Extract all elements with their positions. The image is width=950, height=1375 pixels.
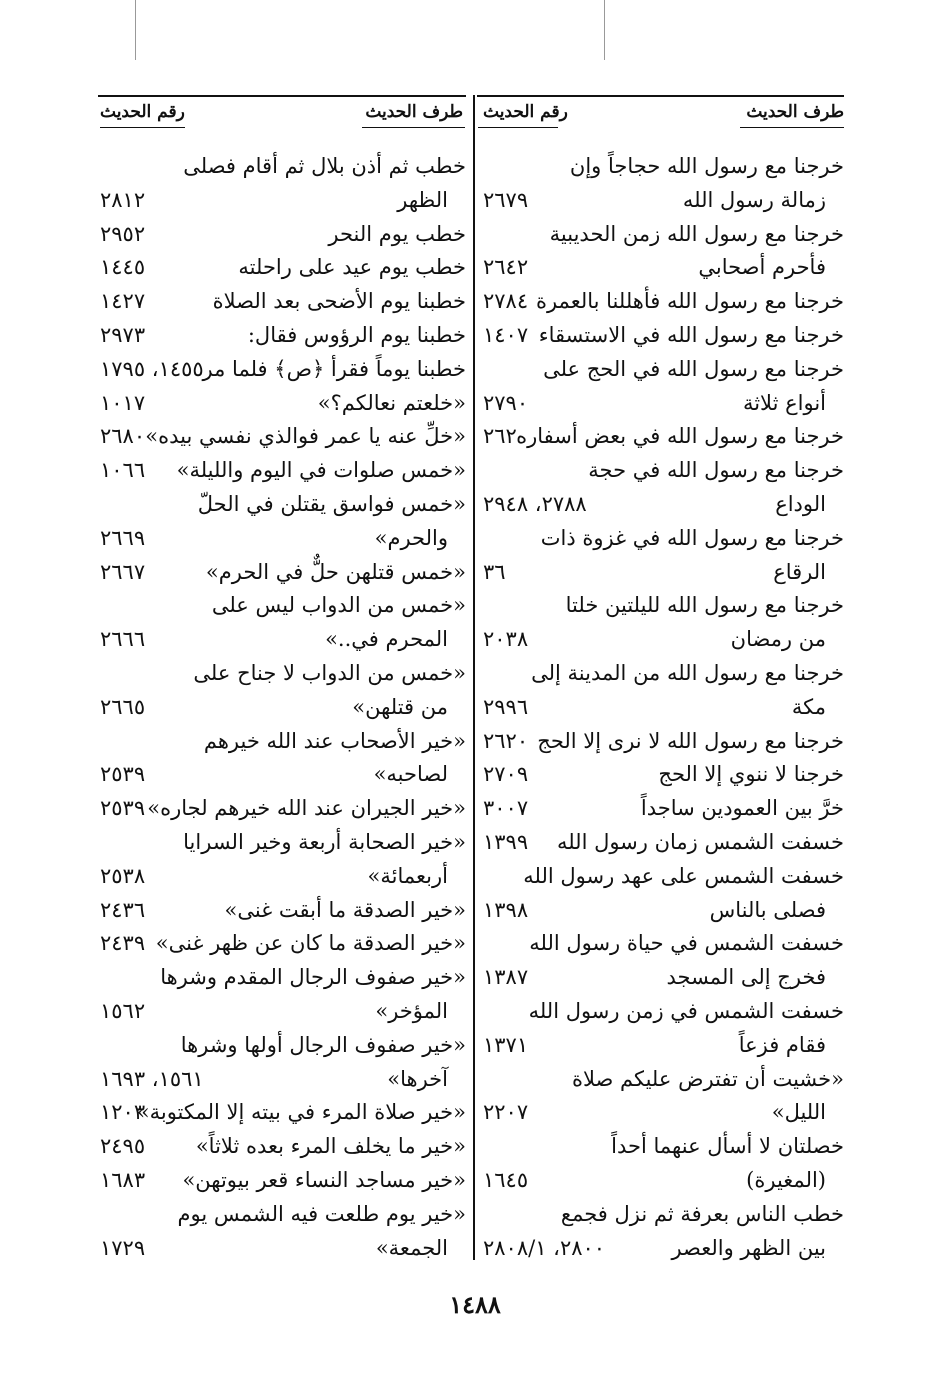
entry-text: خرجنا مع رسول الله من المدينة إلى [531, 661, 844, 685]
entry-text: «خلعتم نعالكم؟» [317, 390, 466, 415]
entry-text: بين الظهر والعصر [671, 1235, 826, 1260]
entry-text: خطب الناس بعرفة ثم نزل فجمع [560, 1201, 844, 1226]
entry-number: ٢٧٨٨، ٢٩٤٨ [483, 492, 587, 516]
entry-text: خرجنا مع رسول الله في غزوة ذات [540, 525, 844, 550]
index-entry [100, 589, 466, 622]
entry-text: من رمضان [730, 627, 826, 652]
index-entry [100, 1096, 466, 1129]
index-entry [483, 894, 844, 927]
index-entry [100, 961, 466, 994]
index-entry [100, 623, 466, 656]
entry-number: ١٣٩٩ [483, 830, 529, 854]
index-entry [483, 251, 844, 284]
entry-text: «خير الأصحاب عند الله خيرهم [203, 728, 466, 753]
entry-text: الوداع [775, 492, 826, 516]
entry-number: ٢٦٨٠ [100, 424, 146, 449]
entry-text: المؤخر» [375, 999, 448, 1023]
index-entry [100, 319, 466, 352]
index-entry [100, 995, 466, 1028]
index-entry [100, 1029, 466, 1062]
index-entry [100, 218, 466, 251]
index-entry [100, 1232, 466, 1265]
entry-text: خرجنا مع رسول الله لا نرى إلا الحج [537, 728, 844, 753]
index-entry [483, 353, 844, 386]
entry-number: ٢٨٠٠، ٢٨٠٨/١ [483, 1235, 606, 1260]
entry-number: ٢٤٣٩ [100, 931, 146, 956]
index-entry [483, 387, 844, 420]
entry-number: ٢٦٦٧ [100, 559, 146, 584]
entry-text: «خمس من الدواب ليس على [211, 593, 466, 618]
entry-number: ١٤٢٧ [100, 289, 146, 314]
entry-text: خرجنا مع رسول الله فأهللنا بالعمرة [535, 289, 844, 314]
entry-number: ٢٦٧٩ [483, 187, 529, 212]
entry-text: «خير صفوف الرجال أولها وشرها [180, 1032, 466, 1057]
header-underline-right-text [740, 127, 844, 128]
entry-text: «خير صلاة المرء في بيته إلا المكتوبة» [136, 1100, 466, 1125]
index-entry [483, 725, 844, 758]
header-underline-right [478, 127, 558, 128]
entry-number: ٣٠٠٧ [483, 796, 529, 821]
index-entry [100, 1198, 466, 1231]
entry-number: ٢٥٣٨ [100, 863, 146, 888]
entry-number: ١٥٦٢ [100, 999, 146, 1023]
index-entry [100, 420, 466, 453]
entry-number: ١٣٨٧ [483, 965, 529, 990]
index-entry [100, 927, 466, 960]
index-entry [483, 1130, 844, 1163]
entry-number: ١٤٥٥، ١٧٩٥ [100, 356, 204, 381]
index-entry [483, 150, 844, 183]
scan-margin-mark [135, 0, 136, 60]
index-entry [483, 961, 844, 994]
index-entry [483, 860, 844, 893]
index-entry [483, 995, 844, 1028]
index-entry [483, 1198, 844, 1231]
entry-text: خرجنا مع رسول الله في الاستسقاء [538, 323, 844, 347]
index-entry [483, 826, 844, 859]
index-entry [483, 184, 844, 217]
index-entry [483, 1232, 844, 1265]
entry-text: مكة [791, 694, 826, 719]
entry-text: خسفت الشمس زمان رسول الله [556, 830, 844, 854]
index-entry [100, 1063, 466, 1096]
index-entry [483, 522, 844, 555]
entry-text: الجمعة» [375, 1235, 448, 1260]
index-entry [100, 1130, 466, 1163]
entry-number: ٢٦٦٩ [100, 525, 146, 550]
header-underline-left-text [362, 127, 465, 128]
entry-number: ١٧٢٩ [100, 1235, 146, 1260]
entry-text: «خير يوم طلعت فيه الشمس يوم [177, 1201, 466, 1226]
entry-number: ١٢٠٣ [100, 1100, 146, 1125]
index-entry [483, 420, 844, 453]
index-entry [483, 927, 844, 960]
scan-margin-mark [604, 0, 605, 60]
entry-number: ٢٩٩٦ [483, 694, 529, 719]
entry-number: ٢٦٦٦ [100, 627, 146, 652]
entry-text: المحرم في..» [325, 627, 448, 652]
entry-text: خسفت الشمس في حياة رسول الله [529, 931, 844, 956]
index-entry [100, 556, 466, 589]
entry-text: «خير الصحابة أربعة وخير السرايا [183, 830, 466, 854]
entry-number: ٢٩٥٢ [100, 221, 146, 246]
index-entry [483, 454, 844, 487]
entry-text: الرقاع [773, 559, 826, 584]
entry-text: فقام فزعاً [738, 1032, 826, 1057]
entry-number: ٢٧٨٤ [483, 289, 529, 314]
index-entry [483, 792, 844, 825]
entry-text: خرجنا لا ننوي إلا الحج [658, 762, 844, 787]
entry-number: ٢٦٦٥ [100, 694, 146, 719]
index-entry [483, 589, 844, 622]
index-entry [100, 1164, 466, 1197]
index-entry [483, 758, 844, 791]
entry-number: ٢٦٤٢ [483, 255, 529, 280]
left-header-num-label: رقم الحديث [100, 102, 185, 122]
index-entry [100, 725, 466, 758]
index-entry [100, 657, 466, 690]
entry-text: «خير الجيران عند الله خيرهم لجاره» [147, 796, 466, 821]
entry-number: ٢٦٢٠ [483, 728, 529, 753]
index-entry [100, 894, 466, 927]
index-entry [100, 488, 466, 521]
entry-text: «خير مساجد النساء قعر بيوتهن» [182, 1168, 466, 1192]
entry-text: «خير صفوف الرجال المقدم وشرها [160, 965, 466, 990]
entry-number: ١٦٤٥ [483, 1168, 529, 1192]
index-entry [100, 691, 466, 724]
entry-text: خطبنا يوم الرؤوس فقال: [247, 323, 466, 347]
index-entry [483, 1063, 844, 1096]
entry-text: فصلى بالناس [709, 897, 826, 922]
page-number: ١٤٨٨ [449, 1290, 501, 1319]
index-entry [483, 657, 844, 690]
index-entry [100, 826, 466, 859]
index-entry [100, 522, 466, 555]
entry-number: ٢٩٧٣ [100, 323, 146, 347]
header-rule-left [98, 95, 466, 97]
right-header-text-label: طرف الحديث [746, 102, 844, 122]
entry-number: ٢٠٣٨ [483, 627, 529, 652]
entry-number: ٢٧٩٠ [483, 390, 529, 415]
entry-text: لصاحبه» [373, 762, 448, 787]
entry-text: «خمس فواسق يقتلن في الحلّ [197, 492, 466, 516]
entry-text: خرجنا مع رسول الله زمن الحديبية [549, 221, 844, 246]
entry-text: والحرم» [374, 525, 448, 550]
index-entry [483, 556, 844, 589]
header-underline-left [100, 127, 185, 128]
index-entry [100, 353, 466, 386]
index-entry [100, 387, 466, 420]
entry-text: «خلِّ عنه يا عمر فوالذي نفسي بيده» [145, 424, 466, 449]
index-entry [100, 454, 466, 487]
entry-text: خطب يوم عيد على راحلته [238, 255, 466, 280]
entry-text: خرجنا مع رسول الله لليلتين خلتا [565, 593, 844, 618]
entry-text: خطب يوم النحر [328, 221, 466, 246]
index-entry [100, 184, 466, 217]
entry-number: ١٦٨٣ [100, 1168, 146, 1192]
entry-number: ١٤٤٥ [100, 255, 146, 280]
index-entry [100, 860, 466, 893]
entry-text: خرجنا مع رسول الله في الحج على [543, 356, 844, 381]
index-entry [483, 623, 844, 656]
entry-text: فأحرم أصحابي [698, 255, 826, 280]
entry-text: من قتلهن» [352, 694, 448, 719]
entry-text: خطب ثم أذن بلال ثم أقام فصلى [183, 154, 466, 178]
entry-number: ١٣٧١ [483, 1032, 529, 1057]
index-entry [483, 1164, 844, 1197]
entry-text: خطبنا يوماً فقرأ ﴿ص﴾ فلما مر [202, 356, 466, 381]
index-entry [483, 218, 844, 251]
entry-number: ٢٤٩٥ [100, 1134, 146, 1159]
entry-number: ٢٢٠٧ [483, 1100, 529, 1125]
entry-text: خرَّ بين العمودين ساجداً [640, 796, 844, 821]
entry-text: «خمس من الدواب لا جناح على [193, 661, 466, 685]
index-entry [100, 758, 466, 791]
entry-text: أنواع ثلاثة [742, 390, 826, 415]
left-header-text-label: طرف الحديث [365, 102, 463, 122]
index-entry [483, 691, 844, 724]
entry-text: «خمس صلوات في اليوم والليلة» [176, 458, 466, 483]
entry-number: ٣٦ [483, 559, 506, 584]
entry-text: «خمس قتلهن حلٌّ في الحرم» [205, 559, 466, 584]
entry-number: ٢٨١٢ [100, 187, 146, 212]
entry-number: ٢٤٣٦ [100, 897, 146, 922]
index-entry [100, 285, 466, 318]
entry-number: ٢٧٠٩ [483, 762, 529, 787]
index-entry [483, 319, 844, 352]
entry-number: ١٠١٧ [100, 390, 146, 415]
right-header-num-label: رقم الحديث [483, 102, 568, 122]
entry-text: خصلتان لا أسأل عنهما أحداً [611, 1134, 844, 1159]
entry-text: الظهر [397, 187, 448, 212]
index-entry [100, 251, 466, 284]
entry-text: «خير الصدقة ما أبقت غنى» [224, 897, 466, 922]
index-entry [100, 792, 466, 825]
entry-text: آخرها» [387, 1066, 448, 1091]
entry-text: «خير الصدقة ما كان عن ظهر غنى» [155, 931, 466, 956]
index-entry [100, 150, 466, 183]
entry-number: ١٣٩٨ [483, 897, 529, 922]
entry-text: «خير ما يخلف المرء بعده ثلاثاً» [195, 1134, 466, 1159]
entry-number: ١٠٦٦ [100, 458, 146, 483]
entry-number: ٢٥٣٩ [100, 796, 146, 821]
entry-number: ٢٥٣٩ [100, 762, 146, 787]
entry-text: خرجنا مع رسول الله حجاجاً وإن [569, 154, 844, 178]
entry-text: خرجنا مع رسول الله في بعض أسفاره [516, 424, 844, 449]
entry-text: «خشيت أن تفترض عليكم صلاة [571, 1066, 844, 1091]
entry-text: (المغيرة) [746, 1168, 826, 1192]
entry-text: خرجنا مع رسول الله في حجة [588, 458, 844, 483]
entry-text: زمالة رسول الله [682, 187, 826, 212]
entry-text: خطبنا يوم الأضحى بعد الصلاة [212, 289, 466, 314]
entry-text: أربعمائة» [367, 863, 448, 888]
entry-number: ١٤٠٧ [483, 323, 529, 347]
entry-number: ٢٦٢ [483, 424, 517, 449]
column-divider [473, 95, 475, 1260]
index-entry [483, 1096, 844, 1129]
index-entry [483, 1029, 844, 1062]
entry-number: ١٥٦١، ١٦٩٣ [100, 1066, 204, 1091]
entry-text: فخرج إلى المسجد [666, 965, 826, 990]
index-entry [483, 488, 844, 521]
entry-text: خسفت الشمس في زمن رسول الله [528, 999, 844, 1023]
index-entry [483, 285, 844, 318]
header-rule-right [477, 95, 844, 97]
entry-text: الليل» [771, 1100, 826, 1125]
entry-text: خسفت الشمس على عهد رسول الله [523, 863, 844, 888]
